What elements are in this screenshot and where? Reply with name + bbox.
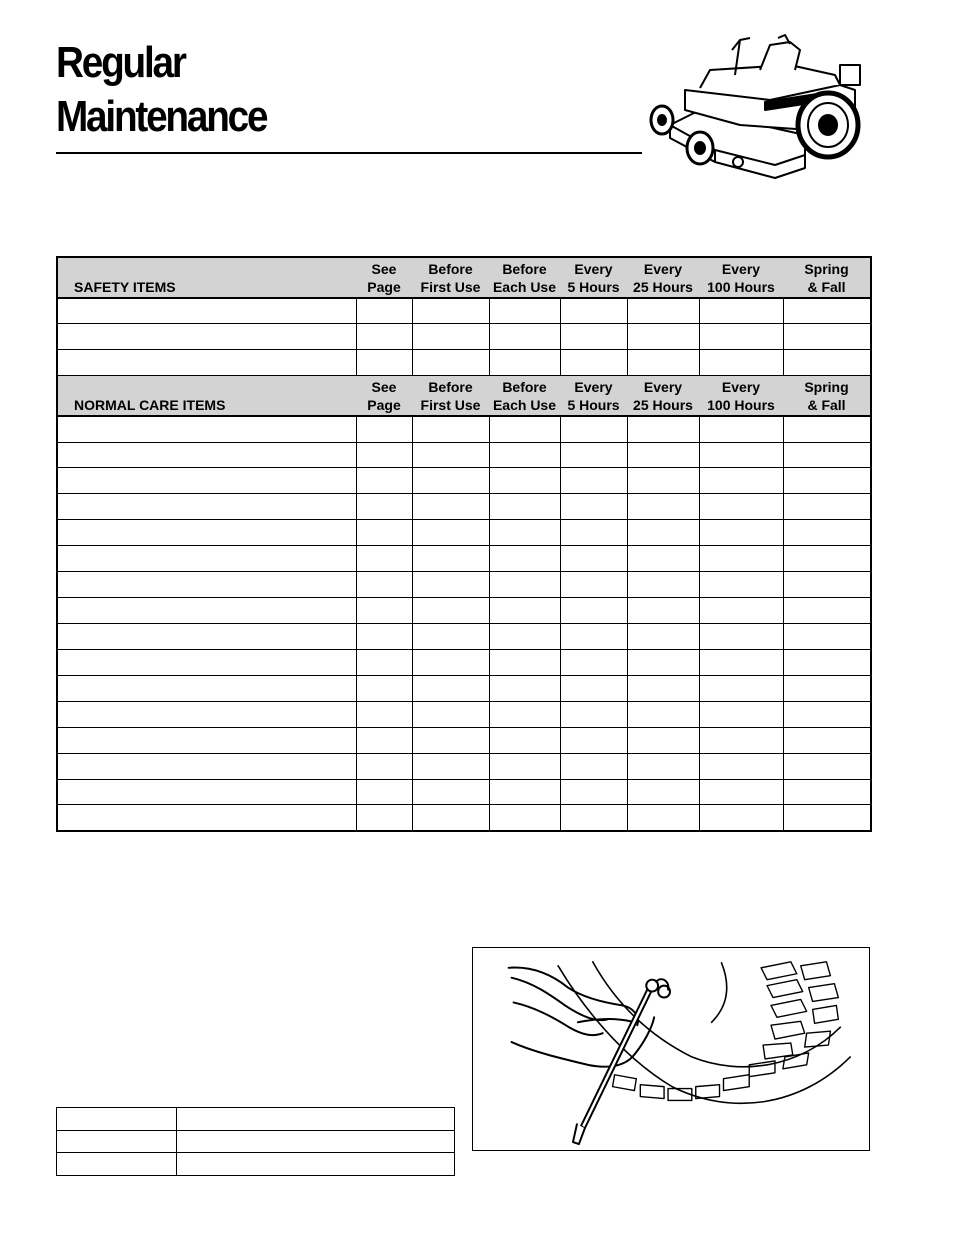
table-cell (560, 701, 627, 727)
table-cell (356, 520, 412, 546)
table-cell (412, 416, 489, 442)
table-cell (627, 805, 699, 831)
normal-care-item-row (57, 468, 871, 494)
table-cell (560, 572, 627, 598)
table-cell (699, 546, 783, 572)
page-title (56, 36, 266, 144)
table-cell (699, 701, 783, 727)
table-cell (356, 805, 412, 831)
table-cell (627, 324, 699, 350)
table-row (57, 1108, 455, 1131)
table-cell (560, 598, 627, 624)
normal-care-item-row (57, 442, 871, 468)
table-cell (627, 468, 699, 494)
column-header (699, 257, 783, 298)
table-cell (412, 572, 489, 598)
normal-care-items-header (57, 375, 871, 416)
normal-care-item-row (57, 598, 871, 624)
table-cell (627, 416, 699, 442)
normal-care-item-row (57, 805, 871, 831)
table-cell (699, 350, 783, 376)
safety-item-row (57, 324, 871, 350)
column-header-line-1: Before (428, 379, 473, 396)
table-cell (57, 1130, 177, 1153)
column-header-line-1: Before (428, 260, 473, 277)
riding-mower-illustration (640, 30, 870, 180)
table-cell (57, 701, 356, 727)
table-cell (412, 753, 489, 779)
table-cell (699, 468, 783, 494)
table-cell (489, 727, 560, 753)
table-cell (783, 753, 871, 779)
table-cell (699, 324, 783, 350)
normal-care-item-row (57, 779, 871, 805)
normal-care-item-row (57, 649, 871, 675)
table-cell (57, 324, 356, 350)
table-cell (356, 675, 412, 701)
table-cell (489, 324, 560, 350)
table-cell (560, 623, 627, 649)
table-cell (560, 779, 627, 805)
table-cell (412, 324, 489, 350)
table-cell (489, 546, 560, 572)
table-cell (57, 520, 356, 546)
table-cell (627, 598, 699, 624)
normal-care-item-row (57, 623, 871, 649)
table-cell (783, 623, 871, 649)
table-cell (560, 520, 627, 546)
table-cell (783, 572, 871, 598)
table-cell (489, 350, 560, 376)
safety-item-row (57, 298, 871, 324)
table-cell (489, 572, 560, 598)
column-header (412, 375, 489, 416)
table-cell (412, 494, 489, 520)
table-cell (560, 649, 627, 675)
column-header-line-1: Every (721, 260, 761, 277)
table-cell (627, 350, 699, 376)
table-cell (560, 416, 627, 442)
column-header-line-2: & Fall (807, 397, 846, 414)
column-header-line-2: 5 Hours (567, 278, 620, 295)
table-cell (57, 753, 356, 779)
table-cell (783, 350, 871, 376)
normal-care-item-row (57, 701, 871, 727)
table-cell (699, 298, 783, 324)
table-cell (783, 468, 871, 494)
column-header-line-2: Each Use (492, 278, 557, 295)
table-cell (560, 468, 627, 494)
column-header-line-1: See (371, 379, 397, 396)
table-cell (627, 623, 699, 649)
column-header-line-2: 100 Hours (707, 278, 775, 295)
table-cell (356, 494, 412, 520)
column-header-line-1: See (371, 260, 397, 277)
blank-record-table (56, 1107, 455, 1176)
table-cell (699, 805, 783, 831)
table-cell (783, 520, 871, 546)
page-title-line-1: Regular (56, 38, 185, 87)
column-header-line-2: Each Use (492, 397, 557, 414)
table-cell (356, 468, 412, 494)
table-cell (783, 416, 871, 442)
column-header (356, 375, 412, 416)
table-cell (627, 675, 699, 701)
column-header-line-2: First Use (420, 278, 481, 295)
table-cell (356, 324, 412, 350)
column-header (412, 257, 489, 298)
table-cell (412, 520, 489, 546)
table-cell (627, 727, 699, 753)
table-cell (57, 572, 356, 598)
table-cell (177, 1153, 455, 1176)
maintenance-schedule-table (56, 256, 872, 832)
column-header (627, 257, 699, 298)
normal-care-item-row (57, 546, 871, 572)
table-cell (57, 649, 356, 675)
table-cell (783, 779, 871, 805)
table-cell (627, 546, 699, 572)
table-cell (489, 442, 560, 468)
table-cell (489, 649, 560, 675)
table-cell (489, 805, 560, 831)
table-cell (699, 442, 783, 468)
table-cell (699, 779, 783, 805)
table-cell (627, 779, 699, 805)
table-cell (356, 649, 412, 675)
column-header-line-2: 25 Hours (633, 278, 693, 295)
column-header (627, 375, 699, 416)
column-header-line-2: & Fall (807, 278, 846, 295)
table-cell (57, 1153, 177, 1176)
table-cell (57, 468, 356, 494)
table-cell (783, 701, 871, 727)
safety-item-row (57, 350, 871, 376)
table-cell (783, 442, 871, 468)
normal-care-items-header-label: NORMAL CARE ITEMS (57, 375, 356, 416)
table-cell (560, 494, 627, 520)
table-cell (412, 623, 489, 649)
table-cell (783, 649, 871, 675)
table-cell (412, 298, 489, 324)
table-cell (699, 753, 783, 779)
table-cell (699, 520, 783, 546)
table-cell (783, 727, 871, 753)
table-cell (560, 324, 627, 350)
column-header (560, 257, 627, 298)
table-cell (356, 350, 412, 376)
table-cell (57, 779, 356, 805)
table-cell (57, 805, 356, 831)
table-cell (356, 598, 412, 624)
table-cell (57, 494, 356, 520)
column-header-line-2: Page (367, 278, 401, 295)
table-cell (412, 675, 489, 701)
table-cell (699, 727, 783, 753)
table-cell (57, 598, 356, 624)
table-cell (489, 675, 560, 701)
column-header-line-1: Before (502, 260, 547, 277)
table-cell (560, 727, 627, 753)
column-header (783, 375, 871, 416)
table-cell (57, 1108, 177, 1131)
table-row (57, 1130, 455, 1153)
table-cell (627, 649, 699, 675)
column-header-line-1: Every (574, 379, 613, 396)
table-cell (356, 753, 412, 779)
table-cell (356, 701, 412, 727)
table-cell (560, 805, 627, 831)
column-header-line-2: Page (367, 397, 401, 414)
table-cell (627, 701, 699, 727)
column-header-line-1: Every (643, 260, 683, 277)
table-cell (699, 494, 783, 520)
table-cell (412, 727, 489, 753)
title-rule (56, 152, 642, 154)
table-cell (783, 598, 871, 624)
table-cell (699, 416, 783, 442)
table-cell (489, 753, 560, 779)
table-cell (57, 546, 356, 572)
page-title-line-2: Maintenance (56, 92, 267, 141)
table-cell (57, 623, 356, 649)
table-cell (356, 298, 412, 324)
table-cell (356, 623, 412, 649)
table-row (57, 1153, 455, 1176)
table-cell (412, 468, 489, 494)
table-cell (699, 623, 783, 649)
normal-care-item-row (57, 572, 871, 598)
table-cell (560, 298, 627, 324)
table-cell (699, 675, 783, 701)
table-cell (560, 546, 627, 572)
table-cell (412, 350, 489, 376)
table-cell (783, 546, 871, 572)
table-cell (412, 779, 489, 805)
table-cell (560, 350, 627, 376)
column-header (489, 375, 560, 416)
table-cell (356, 546, 412, 572)
table-cell (560, 675, 627, 701)
table-cell (489, 298, 560, 324)
table-cell (412, 442, 489, 468)
table-cell (783, 494, 871, 520)
table-cell (489, 598, 560, 624)
table-cell (412, 805, 489, 831)
column-header (356, 257, 412, 298)
column-header-line-1: Every (721, 379, 761, 396)
table-cell (356, 442, 412, 468)
normal-care-item-row (57, 416, 871, 442)
table-cell (412, 546, 489, 572)
table-cell (783, 324, 871, 350)
table-cell (627, 298, 699, 324)
table-cell (783, 298, 871, 324)
table-cell (489, 779, 560, 805)
table-cell (356, 572, 412, 598)
table-cell (627, 753, 699, 779)
table-cell (177, 1108, 455, 1131)
table-cell (489, 416, 560, 442)
safety-items-header (57, 257, 871, 298)
normal-care-item-row (57, 520, 871, 546)
table-cell (489, 520, 560, 546)
table-cell (57, 442, 356, 468)
table-cell (412, 598, 489, 624)
table-cell (560, 753, 627, 779)
table-cell (57, 350, 356, 376)
table-cell (783, 805, 871, 831)
column-header (560, 375, 627, 416)
normal-care-item-row (57, 494, 871, 520)
column-header (699, 375, 783, 416)
table-cell (699, 598, 783, 624)
table-cell (356, 416, 412, 442)
table-cell (489, 701, 560, 727)
table-cell (627, 494, 699, 520)
tire-pressure-gauge-illustration (472, 947, 870, 1151)
column-header-line-1: Before (502, 379, 547, 396)
table-cell (489, 494, 560, 520)
normal-care-item-row (57, 753, 871, 779)
table-cell (412, 701, 489, 727)
table-cell (57, 298, 356, 324)
column-header-line-2: First Use (420, 397, 481, 414)
normal-care-item-row (57, 675, 871, 701)
table-cell (627, 572, 699, 598)
normal-care-item-row (57, 727, 871, 753)
table-cell (699, 572, 783, 598)
table-cell (356, 779, 412, 805)
table-cell (627, 520, 699, 546)
safety-items-header-label: SAFETY ITEMS (57, 257, 356, 298)
table-cell (489, 623, 560, 649)
table-cell (412, 649, 489, 675)
table-cell (489, 468, 560, 494)
column-header-line-1: Every (574, 260, 613, 277)
table-cell (356, 727, 412, 753)
column-header-line-2: 25 Hours (633, 397, 693, 414)
table-cell (57, 416, 356, 442)
table-cell (783, 675, 871, 701)
column-header-line-1: Spring (804, 260, 849, 277)
table-cell (627, 442, 699, 468)
table-cell (699, 649, 783, 675)
column-header-line-1: Every (643, 379, 683, 396)
table-cell (177, 1130, 455, 1153)
table-cell (57, 675, 356, 701)
column-header (783, 257, 871, 298)
column-header-line-2: 100 Hours (707, 397, 775, 414)
table-cell (560, 442, 627, 468)
table-cell (57, 727, 356, 753)
column-header-line-1: Spring (804, 379, 849, 396)
column-header (489, 257, 560, 298)
column-header-line-2: 5 Hours (567, 397, 620, 414)
